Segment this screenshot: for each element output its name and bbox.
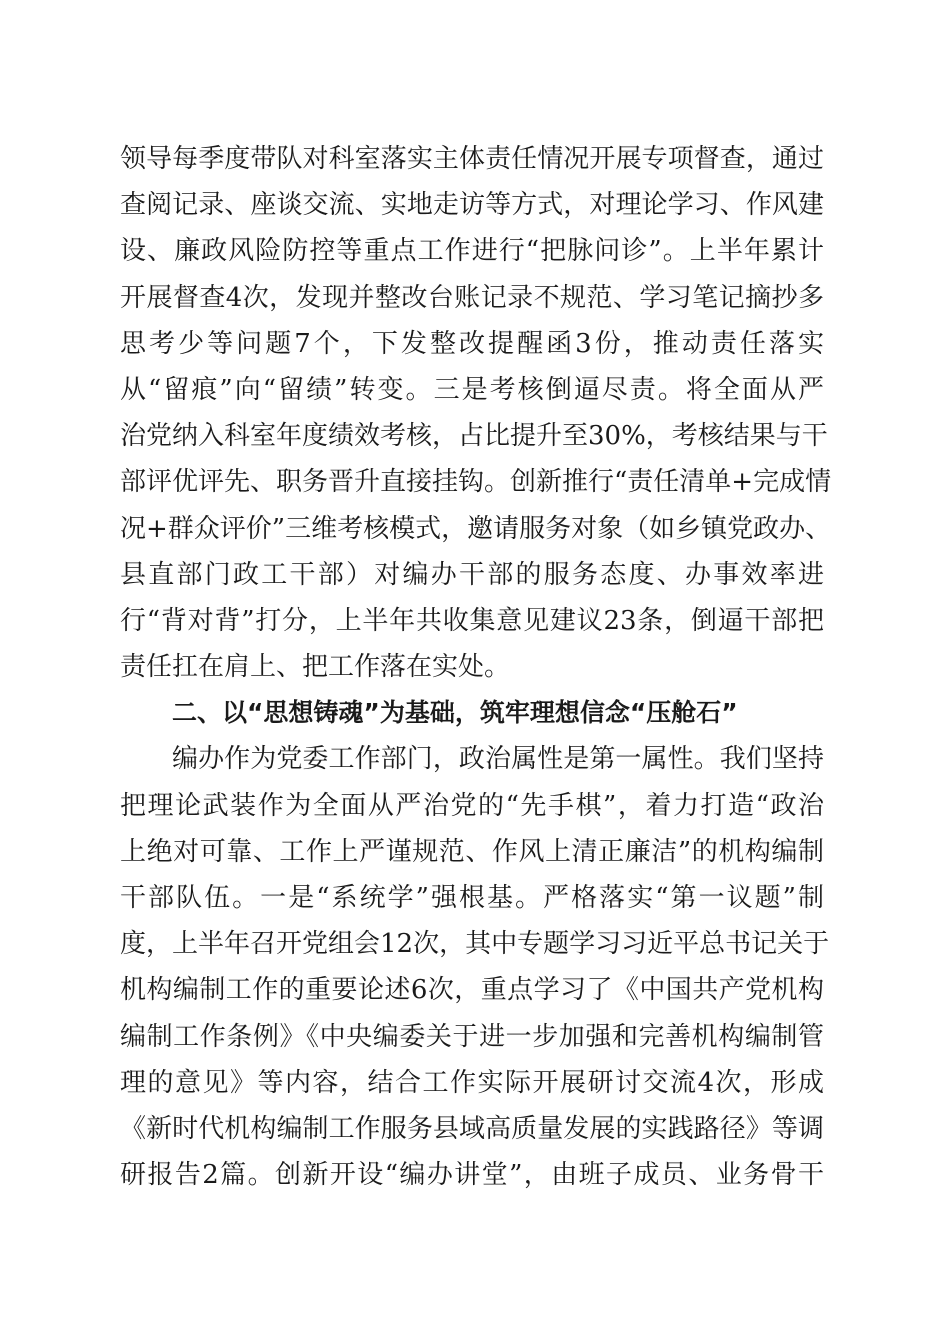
paragraph-line: 开展督查4次，发现并整改台账记录不规范、学习笔记摘抄多 — [120, 282, 824, 313]
paragraph-line: 设、廉政风险防控等重点工作进行“把脉问诊”。上半年累计 — [120, 236, 824, 267]
document-body — [120, 136, 832, 1198]
paragraph-line: 况+群众评价”三维考核模式，邀请服务对象（如乡镇党政办、 — [120, 513, 832, 544]
paragraph-line: 思考少等问题7个，下发整改提醒函3份，推动责任落实 — [120, 328, 824, 359]
paragraph-line: 县直部门政工干部）对编办干部的服务态度、办事效率进 — [120, 559, 824, 590]
paragraph-line: 编制工作条例》《中央编委关于进一步加强和完善机构编制管 — [120, 1021, 824, 1052]
paragraph-line: 领导每季度带队对科室落实主体责任情况开展专项督查，通过 — [120, 144, 824, 174]
section-heading: 二、以“思想铸魂”为基础，筑牢理想信念“压舱石” — [172, 698, 738, 728]
paragraph-line: 机构编制工作的重要论述6次，重点学习了《中国共产党机构 — [120, 975, 824, 1006]
paragraph-line: 编办作为党委工作部门，政治属性是第一属性。我们坚持 — [172, 744, 824, 775]
paragraph-line: 上绝对可靠、工作上严谨规范、作风上清正廉洁”的机构编制 — [120, 836, 824, 867]
paragraph-line: 责任扛在肩上、把工作落在实处。 — [120, 652, 511, 683]
paragraph-line: 《新时代机构编制工作服务县域高质量发展的实践路径》等调 — [120, 1113, 824, 1144]
paragraph-line: 把理论武装作为全面从严治党的“先手棋”，着力打造“政治 — [120, 790, 824, 821]
paragraph-line: 从“留痕”向“留绩”转变。三是考核倒逼尽责。将全面从严 — [120, 374, 824, 405]
paragraph-line: 查阅记录、座谈交流、实地走访等方式，对理论学习、作风建 — [120, 190, 824, 221]
paragraph-line: 度，上半年召开党组会12次，其中专题学习习近平总书记关于 — [120, 929, 830, 960]
paragraph-line: 研报告2篇。创新开设“编办讲堂”，由班子成员、业务骨干 — [120, 1160, 824, 1191]
paragraph-line: 理的意见》等内容，结合工作实际开展研讨交流4次，形成 — [120, 1067, 824, 1098]
paragraph-line: 部评优评先、职务晋升直接挂钩。创新推行“责任清单+完成情 — [120, 467, 832, 498]
paragraph-line: 干部队伍。一是“系统学”强根基。严格落实“第一议题”制 — [120, 883, 824, 913]
paragraph-line: 行“背对背”打分，上半年共收集意见建议23条，倒逼干部把 — [120, 605, 824, 636]
paragraph-line: 治党纳入科室年度绩效考核，占比提升至30%，考核结果与干 — [120, 421, 828, 452]
